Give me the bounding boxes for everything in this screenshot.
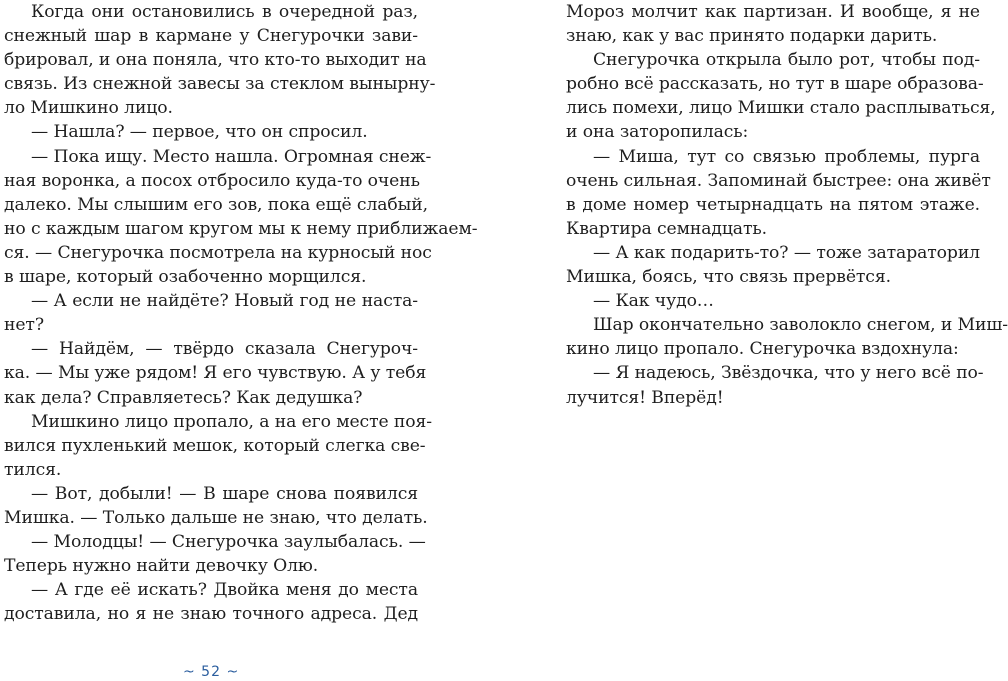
text-line: — Я надеюсь, Звёздочка, что у него всё по-: [593, 363, 984, 384]
text-line: Квартира семнадцать.: [566, 218, 767, 239]
text-line: Шар окончательно заволокло снегом, и Миш-: [593, 315, 1008, 336]
text-line: — Найдём, — твёрдо сказала Снегуроч-: [31, 339, 418, 360]
text-line: доставила, но я не знаю точного адреса. Дед: [4, 604, 418, 625]
text-line: Снегурочка открыла было рот, чтобы под-: [593, 50, 980, 71]
right-text-column: [566, 0, 1008, 410]
text-line: — Вот, добыли! — В шаре снова появился: [31, 483, 418, 504]
text-line: — Нашла? — первое, что он спросил.: [31, 122, 368, 143]
text-line: тился.: [4, 459, 62, 480]
text-line: Мишка, боясь, что связь прервётся.: [566, 267, 891, 288]
text-line: — Миша, тут со связью проблемы, пурга: [593, 146, 980, 167]
text-line: Мороз молчит как партизан. И вообще, я не: [566, 2, 980, 22]
text-line: Когда они остановились в очередной раз,: [31, 2, 418, 22]
text-line: как дела? Справляетесь? Как дедушка?: [4, 387, 363, 408]
text-line: — А где её искать? Двойка меня до места: [31, 580, 418, 601]
text-line: ло Мишкино лицо.: [4, 98, 173, 119]
page-number: ~ 52 ~: [183, 664, 240, 680]
text-line: очень сильная. Запоминай быстрее: она живёт: [566, 170, 991, 191]
text-line: — А как подарить-то? — тоже затараторил: [593, 242, 980, 263]
text-line: лись помехи, лицо Мишки стало расплываться,: [566, 98, 996, 119]
text-line: знаю, как у вас принято подарки дарить.: [566, 26, 938, 47]
text-line: Теперь нужно найти девочку Олю.: [4, 556, 319, 577]
left-text-column: [4, 0, 478, 626]
text-line: вился пухленький мешок, который слегка све-: [4, 435, 426, 456]
text-line: — А если не найдёте? Новый год не наста-: [31, 291, 418, 312]
text-line: Мишка. — Только дальше не знаю, что делать.: [4, 507, 428, 528]
text-line: брировал, и она поняла, что кто-то выходит на: [4, 50, 427, 71]
text-line: нет?: [4, 315, 44, 336]
text-line: Мишкино лицо пропало, а на его месте поя-: [31, 411, 432, 432]
text-line: робно всё рассказать, но тут в шаре образова-: [566, 74, 984, 95]
text-line: снежный шар в кармане у Снегурочки зави-: [4, 26, 418, 47]
text-line: кино лицо пропало. Снегурочка вздохнула:: [566, 339, 959, 360]
text-line: в шаре, который озабоченно морщился.: [4, 267, 367, 288]
text-line: лучится! Вперёд!: [566, 387, 724, 408]
text-line: связь. Из снежной завесы за стеклом вынырну-: [4, 74, 436, 95]
text-line: ная воронка, а посох отбросило куда-то очень: [4, 170, 420, 191]
text-line: — Как чудо…: [593, 291, 714, 312]
text-line: и она заторопилась:: [566, 122, 749, 143]
text-line: — Пока ищу. Место нашла. Огромная снеж-: [31, 146, 432, 167]
text-line: ка. — Мы уже рядом! Я его чувствую. А у тебя: [4, 363, 427, 384]
text-line: далеко. Мы слышим его зов, пока ещё слабый,: [4, 194, 428, 215]
text-line: ся. — Снегурочка посмотрела на курносый нос: [4, 242, 432, 263]
text-line: — Молодцы! — Снегурочка заулыбалась. —: [31, 532, 426, 553]
text-line: но с каждым шагом кругом мы к нему приближаем-: [4, 218, 478, 239]
text-line: в доме номер четырнадцать на пятом этаже.: [566, 194, 980, 215]
